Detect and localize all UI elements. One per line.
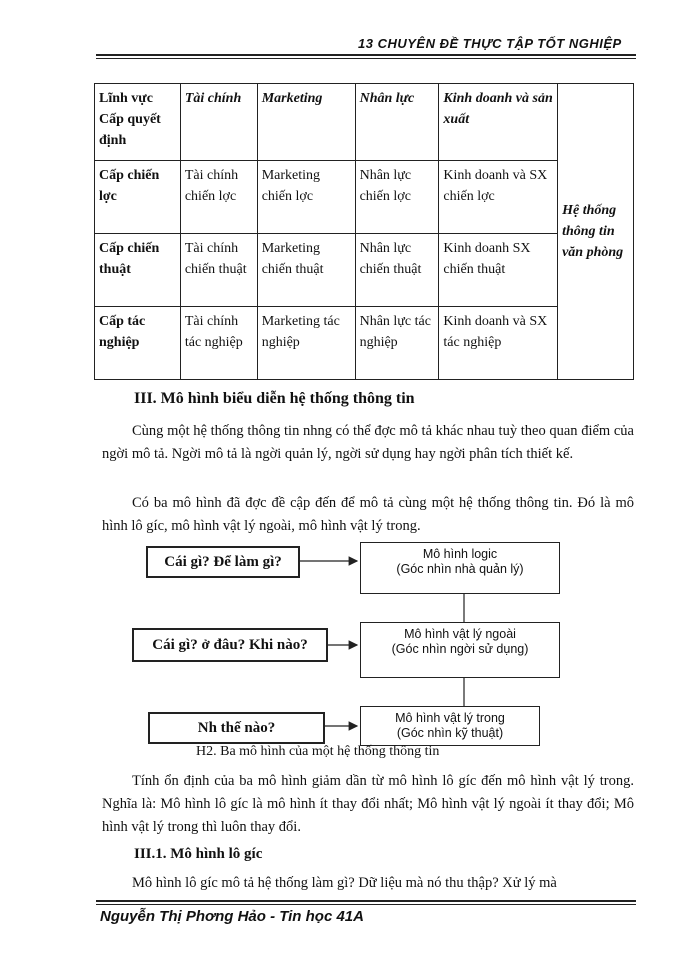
side-label: Hệ thống thông tin văn phòng: [558, 84, 634, 380]
paragraph-3: [102, 770, 634, 839]
column-header: Tài chính: [180, 84, 257, 161]
footer-rule: [96, 900, 636, 902]
table-cell: Tài chính chiến thuật: [180, 234, 257, 307]
table-cell: Kinh doanh và SX chiến lợc: [439, 161, 558, 234]
model-view: (Góc nhìn ngời sử dụng): [391, 642, 529, 656]
table-cell: Nhân lực chiến thuật: [355, 234, 439, 307]
model-name: Mô hình logic: [422, 547, 498, 561]
row-header: Cấp tác nghiệp: [95, 307, 181, 380]
row-header: Cấp chiến lợc: [95, 161, 181, 234]
model-box-internal: [360, 706, 540, 746]
footer-rule-thin: [96, 904, 636, 905]
table-cell: Tài chính tác nghiệp: [180, 307, 257, 380]
model-name: Mô hình vật lý trong: [395, 711, 505, 725]
model-box-logic: [360, 542, 560, 594]
table-cell: Nhân lực chiến lợc: [355, 161, 439, 234]
column-header: Kinh doanh và sản xuất: [439, 84, 558, 161]
model-name: Mô hình vật lý ngoài: [404, 627, 516, 641]
question-box-internal: Nh thế nào?: [148, 712, 325, 744]
question-box-logic: Cái gì? Để làm gì?: [146, 546, 300, 578]
figure-caption: H2. Ba mô hình của một hệ thống thông tin: [196, 744, 440, 759]
table-cell: Kinh doanh và SX tác nghiệp: [439, 307, 558, 380]
paragraph-text: Tính ổn định của ba mô hình giảm dần từ mô hình lô gíc đến mô hình vật lý trong. Nghĩa là: Mô hình lô gíc là mô hình ít thay đổi nhất; Mô hình vật lý ngoài ít thay đổi; Mô hình vật lý trong thì luôn thay đổi.: [102, 773, 634, 835]
paragraph-text: Mô hình lô gíc mô tả hệ thống làm gì? Dữ liệu mà nó thu thập? Xử lý mà: [132, 875, 557, 891]
model-view: (Góc nhìn nhà quản lý): [396, 562, 524, 576]
paragraph-text: Cùng một hệ thống thông tin nhng có thể đợc mô tả khác nhau tuỳ theo quan điểm của ngời mô tả. Ngời mô tả là ngời quản lý, ngời sử dụng hay ngời phân tích thiết kế.: [102, 423, 634, 462]
section-title: III. Mô hình biểu diễn hệ thống thông tin: [134, 390, 415, 407]
page-footer: Nguyễn Thị Phơng Hảo - Tin học 41A: [100, 908, 364, 925]
table-cell: Marketing chiến lợc: [257, 161, 355, 234]
paragraph-text: Có ba mô hình đã đợc đề cập đến để mô tả cùng một hệ thống thông tin. Đó là mô hình lô gíc, mô hình vật lý ngoài, mô hình vật lý trong.: [102, 495, 634, 534]
column-header: Nhân lực: [355, 84, 439, 161]
table-cell: Marketing chiến thuật: [257, 234, 355, 307]
column-header: Marketing: [257, 84, 355, 161]
corner-label-field: Lĩnh vực: [99, 91, 153, 106]
model-view: (Góc nhìn kỹ thuật): [396, 726, 504, 740]
question-box-external: Cái gì? ở đâu? Khi nào?: [132, 628, 328, 662]
row-header: Cấp chiến thuật: [95, 234, 181, 307]
paragraph-4: [102, 872, 634, 895]
model-box-external: [360, 622, 560, 678]
table-cell: Nhân lực tác nghiệp: [355, 307, 439, 380]
subsection-title: III.1. Mô hình lô gíc: [134, 846, 263, 862]
corner-label-level: Cấp quyết định: [99, 112, 161, 148]
page-header: 13 CHUYÊN ĐỀ THỰC TẬP TỐT NGHIỆP: [358, 36, 622, 51]
table-cell: Kinh doanh SX chiến thuật: [439, 234, 558, 307]
table-cell: Marketing tác nghiệp: [257, 307, 355, 380]
table-cell: Tài chính chiến lợc: [180, 161, 257, 234]
